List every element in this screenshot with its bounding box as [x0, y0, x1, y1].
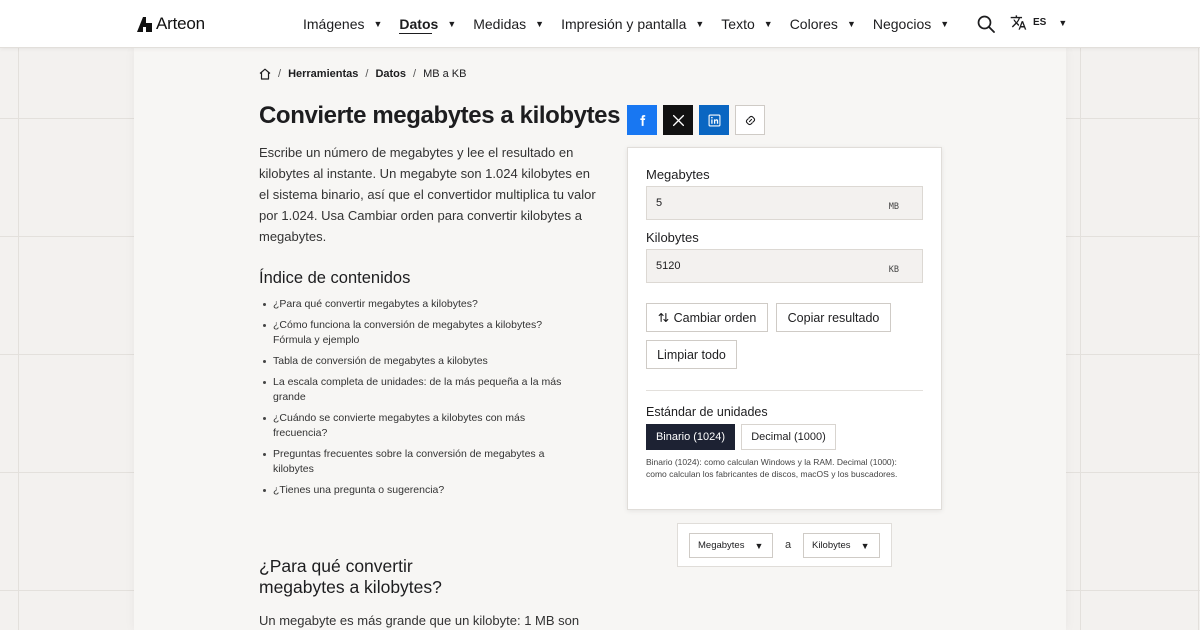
to-unit-value: Kilobytes	[812, 540, 851, 551]
caret-down-icon: ▼	[695, 19, 705, 29]
breadcrumb-current: MB a KB	[423, 68, 467, 80]
nav-item-label: Colores	[789, 16, 838, 32]
share-x-button[interactable]	[663, 105, 693, 135]
caret-down-icon: ▼	[754, 540, 764, 551]
caret-down-icon: ▼	[860, 540, 870, 551]
breadcrumb-separator: /	[365, 68, 369, 80]
nav-item-label: Medidas	[473, 16, 527, 32]
toc-link[interactable]: ¿Para qué convertir megabytes a kilobytes?	[273, 297, 573, 312]
binary-standard-button[interactable]: Binario (1024)	[646, 424, 735, 450]
nav-item-label: Datos	[399, 16, 439, 32]
copy-result-button[interactable]	[776, 303, 891, 332]
unit-picker	[677, 523, 892, 567]
kilobytes-field[interactable]	[646, 249, 923, 283]
caret-down-icon: ▼	[846, 19, 856, 29]
share-facebook-button[interactable]	[627, 105, 657, 135]
main-nav	[303, 0, 966, 48]
linkedin-icon	[708, 114, 721, 127]
language-selector[interactable]	[1010, 14, 1067, 31]
intro-paragraph: Escribe un número de megabytes y lee el resultado en kilobytes al instante. Un megabyte son 1.024 kilobytes en el sistema binario, así que el convertidor multiplica tu valor por 1.024. Usa Cambiar orden para convertir kilobytes a megabytes.	[259, 145, 596, 244]
kilobytes-input[interactable]	[656, 260, 866, 272]
to-unit-select[interactable]	[803, 533, 880, 558]
toc-link[interactable]: ¿Tienes una pregunta o sugerencia?	[273, 483, 573, 498]
toc-link[interactable]: ¿Cómo funciona la conversión de megabytes a kilobytes? Fórmula y ejemplo	[273, 318, 573, 348]
unit-picker-connector: a	[785, 539, 792, 551]
share-linkedin-button[interactable]	[699, 105, 729, 135]
nav-item-medidas[interactable]	[473, 0, 544, 48]
unit-standard-label: Estándar de unidades	[646, 405, 768, 419]
home-icon[interactable]	[259, 68, 271, 80]
swap-order-label: Cambiar orden	[673, 310, 757, 325]
nav-item-datos[interactable]	[399, 0, 456, 48]
megabytes-unit: MB	[888, 202, 899, 212]
breadcrumb-separator: /	[278, 68, 282, 80]
brand-logo-icon	[137, 17, 152, 32]
nav-item-label: Imágenes	[303, 16, 365, 32]
decimal-standard-button[interactable]: Decimal (1000)	[741, 424, 836, 450]
toc-title: Índice de contenidos	[259, 269, 411, 287]
caret-down-icon: ▼	[940, 19, 950, 29]
breadcrumb-separator: /	[413, 68, 417, 80]
toc-link[interactable]: Preguntas frecuentes sobre la conversión de megabytes a kilobytes	[273, 447, 573, 477]
kilobytes-label: Kilobytes	[646, 230, 699, 245]
clear-all-button[interactable]	[646, 340, 737, 369]
search-icon[interactable]	[977, 15, 995, 33]
nav-item-negocios[interactable]	[873, 0, 949, 48]
translate-icon	[1010, 14, 1027, 31]
from-unit-select[interactable]	[689, 533, 773, 558]
facebook-icon	[636, 114, 649, 127]
language-code: ES	[1033, 17, 1047, 28]
caret-down-icon: ▼	[373, 19, 383, 29]
megabytes-field[interactable]	[646, 186, 923, 220]
nav-item-colores[interactable]	[790, 0, 856, 48]
nav-item-imagenes[interactable]	[303, 0, 382, 48]
page-title: Convierte megabytes a kilobytes	[259, 102, 621, 129]
top-navigation-bar	[0, 0, 1200, 48]
from-unit-value: Megabytes	[698, 540, 745, 551]
share-bar	[627, 105, 765, 135]
converter-card	[627, 147, 942, 510]
breadcrumb-datos[interactable]: Datos	[375, 68, 407, 80]
caret-down-icon: ▼	[1058, 17, 1068, 28]
caret-down-icon: ▼	[763, 19, 773, 29]
table-of-contents	[273, 297, 573, 504]
unit-standard-note: Binario (1024): como calculan Windows y la RAM. Decimal (1000): como calculan los fabricantes de discos, macOS y los buscadores.	[646, 457, 898, 479]
megabytes-input[interactable]	[656, 197, 866, 209]
caret-down-icon: ▼	[447, 19, 457, 29]
nav-item-label: Texto	[721, 16, 755, 32]
swap-order-button[interactable]	[646, 303, 768, 332]
nav-item-texto[interactable]	[721, 0, 772, 48]
x-icon	[672, 114, 685, 127]
caret-down-icon: ▼	[535, 19, 545, 29]
toc-link[interactable]: Tabla de conversión de megabytes a kilobytes	[273, 354, 573, 369]
card-divider	[646, 390, 923, 391]
brand-name: Arteon	[156, 14, 205, 33]
nav-item-label: Negocios	[872, 16, 932, 32]
breadcrumb	[259, 68, 466, 80]
nav-item-label: Impresión y pantalla	[561, 16, 687, 32]
nav-item-impresion[interactable]	[561, 0, 704, 48]
link-icon	[744, 114, 757, 127]
breadcrumb-herramientas[interactable]: Herramientas	[288, 68, 359, 80]
section-heading: ¿Para qué convertir megabytes a kilobytes?	[259, 556, 442, 597]
toc-link[interactable]: ¿Cuándo se convierte megabytes a kilobytes con más frecuencia?	[273, 411, 573, 441]
section-text: Un megabyte es más grande que un kilobyte: 1 MB son	[259, 613, 580, 628]
megabytes-label: Megabytes	[646, 167, 710, 182]
toc-link[interactable]: La escala completa de unidades: de la más pequeña a la más grande	[273, 375, 573, 405]
copy-result-label: Copiar resultado	[787, 310, 880, 325]
logo[interactable]	[137, 14, 205, 34]
clear-all-label: Limpiar todo	[657, 347, 726, 362]
swap-arrows-icon	[658, 312, 669, 323]
copy-link-button[interactable]	[735, 105, 765, 135]
content-panel	[134, 48, 1066, 630]
kilobytes-unit: KB	[888, 265, 899, 275]
